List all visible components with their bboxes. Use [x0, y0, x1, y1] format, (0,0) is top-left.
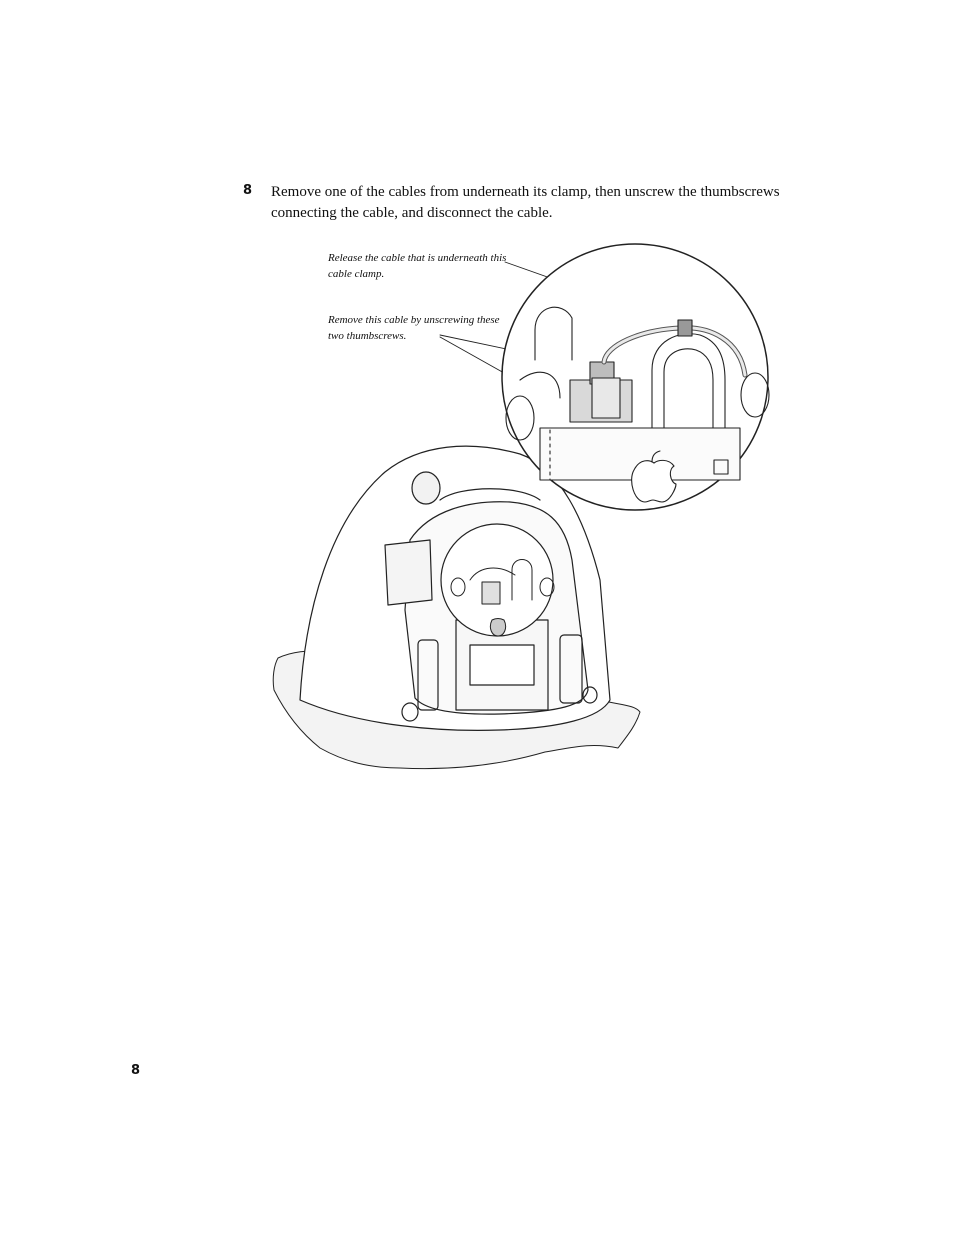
step-instruction: Remove one of the cables from underneath its clamp, then unscrew the thumbscrews connecting the cable, and disconnect the cable.	[271, 184, 780, 221]
page-number: 8	[131, 1063, 141, 1078]
label-plate	[470, 645, 534, 685]
vent-hole	[412, 472, 440, 504]
callout-thumbscrews: Remove this cable by unscrewing these two thumbscrews.	[328, 314, 500, 342]
callout-cable-clamp: Release the cable that is underneath this cable clamp.	[328, 252, 507, 280]
port-panel	[385, 540, 432, 605]
step-number: 8	[243, 183, 253, 198]
